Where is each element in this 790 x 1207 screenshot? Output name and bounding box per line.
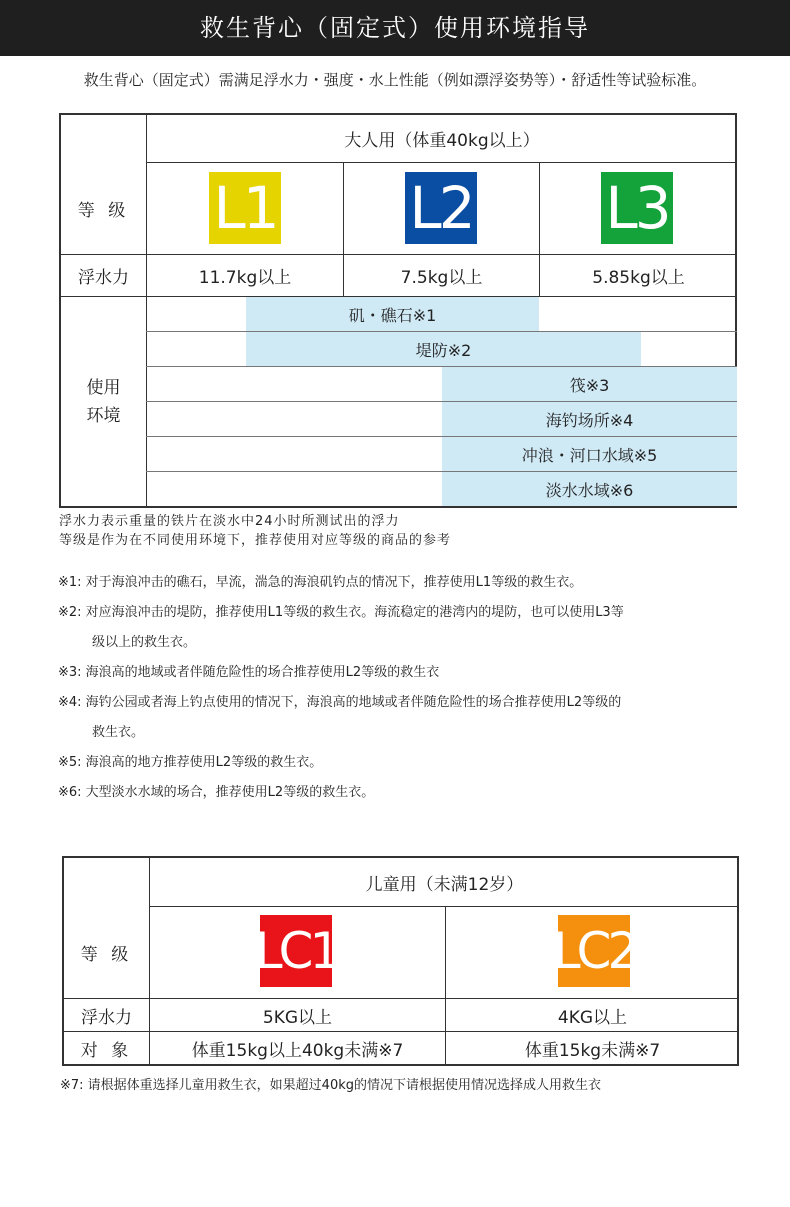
child-target-label: 对 象 (80, 1040, 133, 1061)
environment-label (61, 297, 146, 506)
grade-badge-lc2: LC2 (558, 915, 630, 987)
environment-label-line2: 环境 (86, 405, 121, 426)
child-grade-label: 等 级 (80, 945, 133, 965)
buoyancy-lc2: 4KG以上 (557, 1007, 628, 1028)
grade-label: 等 级 (77, 201, 130, 221)
footnote-2-cont: 级以上的救生衣。 (92, 635, 197, 650)
env-bar-surf-estuary: 冲浪・河口水域※5 (442, 437, 737, 471)
grade-badge-l1: L1 (209, 172, 281, 244)
page-title: 救生背心（固定式）使用环境指导 (0, 0, 790, 56)
footnote-4: ※4: 海钓公园或者海上钓点使用的情况下，海浪高的地域或者伴随危险性的场合推荐使用L2等级的 (58, 695, 622, 710)
buoyancy-label: 浮水力 (78, 268, 129, 288)
target-lc2: 体重15kg未满※7 (524, 1040, 661, 1061)
footnote-2: ※2: 对应海浪冲击的堤防，推荐使用L1等级的救生衣。海流稳定的港湾内的堤防，也可以使用L3等 (58, 605, 624, 620)
footnote-6: ※6: 大型淡水水域的场合，推荐使用L2等级的救生衣。 (58, 785, 375, 800)
buoyancy-l3: 5.85kg以上 (592, 268, 685, 288)
buoyancy-l1: 11.7kg以上 (198, 268, 292, 288)
note-grade: 等级是作为在不同使用环境下，推荐使用对应等级的商品的参考 (59, 533, 452, 548)
env-bar-embankment: 堤防※2 (246, 332, 641, 366)
grade-badge-l2: L2 (405, 172, 477, 244)
grade-badge-lc1: LC1 (260, 915, 332, 987)
env-bar-freshwater: 淡水水域※6 (442, 472, 737, 506)
table-notes (59, 512, 451, 550)
child-buoyancy-label: 浮水力 (81, 1007, 132, 1028)
env-bar-raft: 筏※3 (442, 367, 737, 401)
target-lc1: 体重15kg以上40kg未满※7 (191, 1040, 404, 1061)
footnote-4-cont: 救生衣。 (92, 725, 145, 740)
env-bar-rocks: 矶・礁石※1 (246, 297, 539, 331)
grade-badge-l3: L3 (601, 172, 673, 244)
footnotes (58, 568, 738, 808)
intro-text: 救生背心（固定式）需满足浮水力・强度・水上性能（例如漂浮姿势等）・舒适性等试验标准。 (83, 71, 707, 89)
footnote-3: ※3: 海浪高的地域或者伴随危险性的场合推荐使用L2等级的救生衣 (58, 665, 440, 680)
footnote-1: ※1: 对于海浪冲击的礁石，早流，湍急的海浪矶钓点的情况下，推荐使用L1等级的救生衣。 (58, 575, 583, 590)
env-bar-fishing-spot: 海钓场所※4 (442, 402, 737, 436)
child-grade-table (62, 856, 739, 1066)
buoyancy-l2: 7.5kg以上 (400, 268, 483, 288)
note-buoyancy: 浮水力表示重量的铁片在淡水中24小时所测试出的浮力 (59, 514, 400, 529)
child-header: 儿童用（未满12岁） (365, 874, 524, 895)
adult-header: 大人用（体重40kg以上） (344, 131, 540, 151)
footnote-7: ※7: 请根据体重选择儿童用救生衣，如果超过40kg的情况下请根据使用情况选择成人用救生衣 (60, 1078, 601, 1093)
adult-grade-table (59, 113, 737, 508)
footnote-5: ※5: 海浪高的地方推荐使用L2等级的救生衣。 (58, 755, 323, 770)
buoyancy-lc1: 5KG以上 (262, 1007, 333, 1028)
environment-label-line1: 使用 (86, 377, 121, 398)
